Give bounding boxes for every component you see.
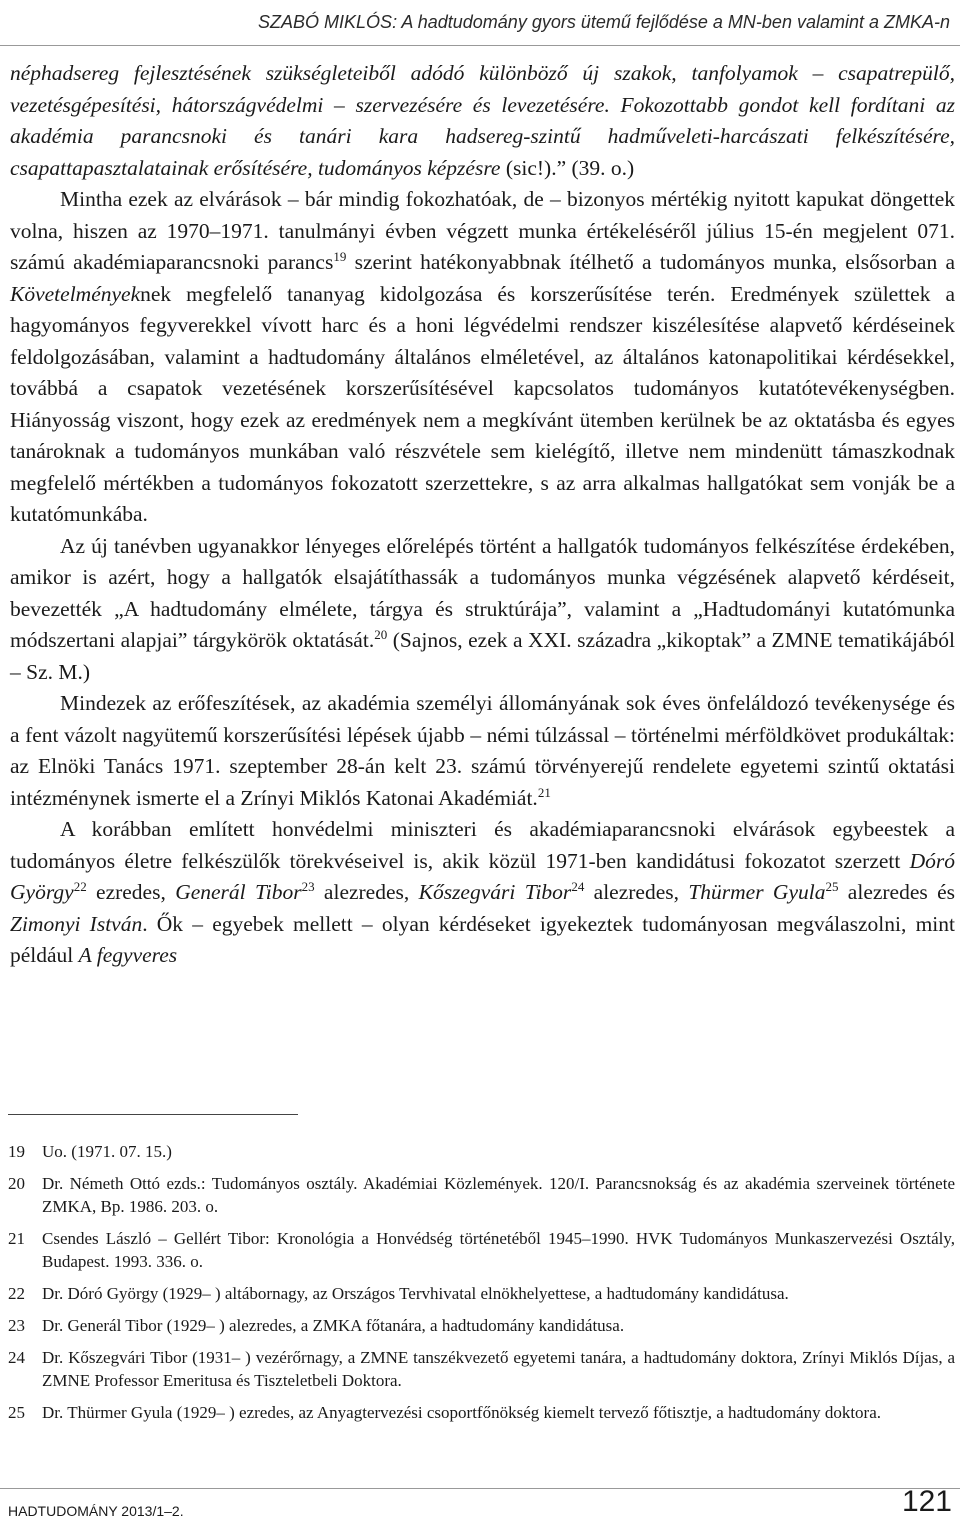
running-header: [0, 6, 960, 46]
paragraph-5: A korábban említett honvédelmi miniszteri és akadémiaparancsnoki elvárások egybeestek a tudományos életre felkészülők törekvéseivel is, akik közül 1971-ben kandidátusi fokozatot szerzett Dóró György$^{22}$ ezredes, Generál Tibor$^{23}$ alezredes, Kőszegvári Tibor$^{24}$ alezredes, Thürmer Gyula$^{25}$ alezredes és Zimonyi István. Ők – egyebek mellett – olyan kérdéseket igyekeztek tudományosan megválaszolni, mint például A fegyveres: [10, 817, 956, 967]
paragraph-3: Az új tanévben ugyanakkor lényeges előrelépés történt a hallgatók tudományos felkészítése érdekében, amikor is azért, hogy a hallgatók elsajátíthassák a tudományos munka végzésének alapvető kérdéseit, bevezették „A hadtudomány elmélete, tárgya és struktúrája”, valamint a „Hadtudományi kutatómunka módszertani alapjai” tárgykörök oktatását.$^{20}$ (Sajnos, ezek a XXI. századra „kikoptak” a ZMNE tematikájából – Sz. M.): [10, 533, 955, 684]
footnote-divider: [8, 1114, 298, 1115]
paragraph-1: [10, 58, 955, 184]
main-text: [10, 58, 955, 972]
footnote-24: 24 Dr. Kőszegvári Tibor (1931– ) vezérőrnagy, a ZMNE tanszékvezető egyetemi tanára, a hadtudomány doktora, Zrínyi Miklós Díjas, a ZMNE Professor Emeritusa és Tiszteletbeli Doktora.: [8, 1348, 955, 1390]
footnote-20: 20 Dr. Németh Ottó ezds.: Tudományos osztály. Akadémiai Közlemények. 120/I. Parancsnokság és az akadémia szerveinek története ZMKA, Bp. 1986. 203. o.: [8, 1174, 955, 1216]
footnote-ref-19[interactable]: 19: [333, 248, 347, 264]
page-number: 121: [901, 1485, 952, 1518]
footnote-ref-25[interactable]: 25: [825, 878, 839, 894]
footnote-ref-24[interactable]: 24: [571, 878, 585, 894]
footnote-ref-20[interactable]: 20: [374, 626, 388, 642]
running-title: SZABÓ MIKLÓS: A hadtudomány gyors ütemű fejlődése a MN-ben valamint a ZMKA-n: [258, 12, 950, 32]
paragraph-2: Mintha ezek az elvárások – bár mindig fokozhatóak, de – bizonyos mértékig nyitott kapukat döngettek volna, hiszen az 1970–1971. tanulmányi évben végzett munka értékeléséről július 15-én megjelent 071. számú akadémiaparancsnoki parancs$^{19}$ szerint hatékonyabbnak ítélhető a tudományos munka, elsősorban a Követelményeknek megfelelő tananyag kidolgozása és korszerűsítése terén. Eredmények születtek a hagyományos fegyverekkel vívott harc és a honi légvédelmi rendszer kiszélesítése alapvető kérdéseinek feldolgozásában, valamint a hadtudomány általános elméletével, az általános katonapolitikai kérdésekkel, továbbá a csapatok vezetésének korszerűsítésével kapcsolatos tudományos kutatótevékenységben. Hiányosság viszont, hogy ezek az eredmények nem a megkívánt ütemben kerülnek be az oktatásba és egyes tanároknak a tudományos munkában való részvétele sem kielégítő, illetve nem mindenütt támaszkodnak megfelelő mértékben a tudományos fokozatott szerzettekre, s az arra alkalmas hallgatókat sem vonják be a kutatómunkába.: [10, 187, 956, 526]
paragraph-4: Mindezek az erőfeszítések, az akadémia személyi állományának sok éves önfeláldozó tevékenysége és a fent vázolt nagyütemű korszerűsítési lépések újabb – némi túlzással – történelmi mérföldkövet produkáltak: az Elnöki Tanács 1971. szeptember 28-án kelt 23. számú törvényerejű rendelete egyetemi szintű oktatási intézménynek ismerte el a Zrínyi Miklós Katonai Akadémiát.$^{21}$: [10, 691, 955, 810]
footnote-21: 21 Csendes László – Gellért Tibor: Kronológia a Honvédség történetéből 1945–1990. HVK Tudományos Munkaszervezési Osztály, Budapest. 1993. 336. o.: [8, 1229, 955, 1271]
footnote-19: 19 Uo. (1971. 07. 15.): [8, 1142, 172, 1161]
citation: (sic!).” (39. o.): [500, 155, 635, 180]
journal-issue: HADTUDOMÁNY 2013/1–2.: [8, 1503, 184, 1519]
page-footer: [0, 1485, 960, 1525]
footnote-ref-22[interactable]: 22: [73, 878, 87, 894]
footnote-ref-21[interactable]: 21: [537, 784, 551, 800]
footnote-22: 22 Dr. Dóró György (1929– ) altábornagy, az Országos Tervhivatal elnökhelyettese, a hadtudomány kandidátusa.: [8, 1284, 789, 1303]
quoted-text: néphadsereg fejlesztésének szükségleteiből adódó különböző új szakok, tanfolyamok – csapatrepülő, vezetésgépesítési, hátországvédelmi – szervezésére és levezetésére. Fokozottabb gondot kell fordítani az akadémia parancsnoki és tanári kara hadsereg-szintű hadműveleti-harcászati felkészítésére, csapattapasztalatainak erősítésére, tudományos képzésre: [10, 61, 955, 180]
footnote-25: 25 Dr. Thürmer Gyula (1929– ) ezredes, az Anyagtervezési csoportfőnökség kiemelt tervező főtisztje, a hadtudomány doktora.: [8, 1403, 882, 1422]
footnote-ref-23[interactable]: 23: [301, 878, 315, 894]
footnotes: [8, 1140, 955, 1433]
footnote-23: 23 Dr. Generál Tibor (1929– ) alezredes, a ZMKA főtanára, a hadtudomány kandidátusa.: [8, 1316, 625, 1335]
